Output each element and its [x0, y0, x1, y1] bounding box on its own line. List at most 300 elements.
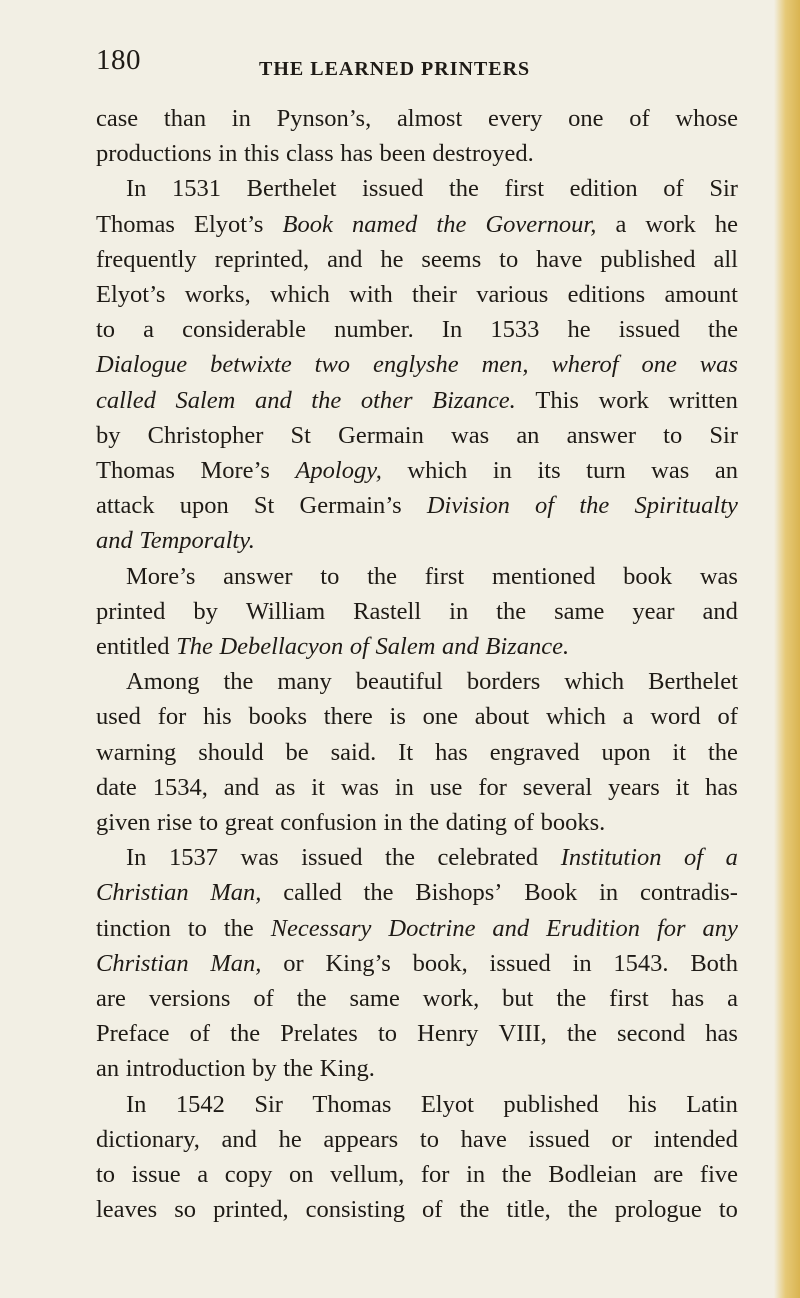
text-line: [96, 101, 738, 136]
word: book,: [412, 949, 468, 977]
word: but: [502, 985, 534, 1013]
word: are: [653, 1161, 684, 1189]
text-line: [96, 1122, 738, 1157]
word: five: [699, 1161, 738, 1189]
word: 1533: [490, 316, 540, 344]
word: several: [522, 773, 593, 801]
text-line: [96, 805, 738, 840]
word: the: [367, 562, 398, 590]
word: 1531: [172, 175, 222, 203]
word: the: [311, 386, 342, 414]
word: was: [651, 457, 690, 485]
word: Elyot: [420, 1090, 474, 1118]
word: which: [407, 457, 468, 485]
text-line: [96, 981, 738, 1016]
word: Man,: [210, 879, 262, 907]
word: dictionary,: [96, 1125, 200, 1153]
word: seems: [421, 245, 482, 273]
word: are: [96, 985, 126, 1013]
word: turn: [586, 457, 626, 485]
word: the: [556, 985, 587, 1013]
word: King’s: [325, 949, 391, 977]
word: 1534,: [152, 773, 208, 801]
text-line: [96, 699, 738, 734]
word: issued: [301, 844, 363, 872]
word: destroyed.: [432, 140, 534, 168]
word: by: [193, 597, 218, 625]
word: betwixte: [210, 351, 292, 379]
word: frequently: [96, 245, 197, 273]
word: in: [599, 879, 619, 907]
word: almost: [396, 105, 463, 132]
word: the: [385, 844, 415, 872]
word: Christopher: [147, 421, 264, 449]
word: Prelates: [280, 1020, 358, 1048]
word: and: [254, 386, 292, 414]
word: Bishops’: [415, 879, 503, 907]
word: englyshe: [372, 351, 459, 379]
word: Sir: [709, 175, 738, 203]
word: attack: [96, 492, 155, 520]
running-title: THE LEARNED PRINTERS: [259, 58, 531, 80]
word: reprinted,: [214, 245, 310, 273]
word: the: [223, 914, 254, 942]
word: a: [143, 316, 155, 344]
word: this: [243, 140, 280, 168]
word: More’s: [200, 457, 270, 485]
word: called: [96, 386, 156, 414]
word: a: [622, 703, 634, 731]
word: printed,: [213, 1196, 289, 1224]
word: the: [459, 1196, 490, 1224]
word: written: [668, 386, 738, 414]
word: Temporalty.: [139, 527, 255, 555]
word: published: [503, 1090, 599, 1118]
word: class: [285, 140, 334, 168]
word: the: [230, 1020, 261, 1048]
word: years: [608, 773, 660, 801]
word: in: [466, 1161, 486, 1189]
word: in: [218, 140, 238, 168]
word: Sir: [709, 421, 738, 449]
word: the: [567, 1196, 598, 1224]
word: Germain: [338, 421, 424, 449]
word: and: [223, 773, 260, 801]
text-line: [96, 840, 738, 875]
word: introduction: [125, 1055, 246, 1083]
word: title,: [506, 1196, 551, 1224]
word: edition: [569, 175, 638, 203]
word: Christian: [96, 949, 189, 977]
word: published: [600, 245, 696, 273]
text-line: [96, 735, 738, 770]
word: Henry: [417, 1020, 479, 1048]
word: Bizance.: [485, 633, 570, 661]
text-line: [96, 946, 738, 981]
word: has: [340, 140, 373, 168]
word: about: [474, 703, 530, 731]
word: their: [412, 281, 457, 309]
word: which: [546, 703, 606, 731]
word: Book: [282, 210, 333, 238]
word: to: [320, 562, 340, 590]
word: an: [714, 457, 738, 485]
word: Erudition: [546, 914, 641, 942]
word: men,: [481, 351, 529, 379]
word: answer: [566, 421, 636, 449]
text-line: [96, 875, 738, 910]
word: various: [476, 281, 549, 309]
word: the: [566, 1020, 597, 1048]
word: and: [442, 633, 479, 661]
word: works,: [184, 281, 251, 309]
word: its: [537, 457, 561, 485]
word: in: [449, 597, 469, 625]
word: Latin: [686, 1090, 738, 1118]
word: the: [496, 597, 527, 625]
word: which: [270, 281, 330, 309]
word: 1543.: [613, 949, 669, 977]
word: book: [623, 562, 673, 590]
word: Spiritualty: [634, 492, 738, 520]
word: In: [441, 316, 463, 344]
text-line: [96, 770, 738, 805]
body-text: [96, 101, 738, 1228]
word: King.: [319, 1055, 375, 1083]
word: other: [360, 386, 413, 414]
text-line: [96, 171, 738, 206]
text-line: [96, 312, 738, 347]
word: he: [714, 210, 738, 238]
word: whose: [675, 105, 738, 132]
word: first: [609, 985, 649, 1013]
word: second: [617, 1020, 686, 1048]
word: Salem: [175, 386, 236, 414]
word: of: [513, 809, 535, 837]
word: rise: [157, 809, 193, 837]
word: for: [478, 773, 507, 801]
word: by: [252, 1055, 277, 1083]
word: Bodleian: [548, 1161, 637, 1189]
text-line: [96, 559, 738, 594]
word: issued: [618, 316, 680, 344]
word: so: [174, 1196, 197, 1224]
word: prologue: [614, 1196, 702, 1224]
word: It: [398, 738, 414, 766]
word: he: [567, 316, 591, 344]
word: the: [501, 1161, 532, 1189]
word: in: [231, 105, 251, 132]
word: Preface: [96, 1020, 170, 1048]
word: work,: [422, 985, 480, 1013]
word: to: [419, 1125, 439, 1153]
word: a: [615, 210, 627, 238]
word: word: [650, 703, 701, 731]
word: any: [702, 914, 738, 942]
word: Division: [426, 492, 510, 520]
word: for: [420, 1161, 450, 1189]
word: should: [198, 738, 264, 766]
word: of: [349, 633, 369, 661]
text-line: [96, 136, 738, 171]
text-line: [96, 383, 738, 418]
word: 1542: [175, 1090, 225, 1118]
word: the: [283, 1055, 314, 1083]
word: the: [436, 210, 467, 238]
word: it: [311, 773, 325, 801]
word: to: [187, 914, 207, 942]
word: it: [675, 773, 690, 801]
word: vellum,: [330, 1161, 405, 1189]
word: and: [492, 914, 530, 942]
word: upon: [179, 492, 229, 520]
word: wherof: [551, 351, 619, 379]
word: Rastell: [353, 597, 422, 625]
word: and: [221, 1125, 257, 1153]
word: Sir: [254, 1090, 283, 1118]
word: Necessary: [270, 914, 372, 942]
word: issued: [362, 175, 424, 203]
word: and: [327, 245, 363, 273]
text-line: [96, 911, 738, 946]
word: with: [349, 281, 393, 309]
word: of: [684, 844, 704, 872]
word: in: [492, 457, 512, 485]
text-line: [96, 664, 738, 699]
word: In: [126, 1090, 147, 1118]
word: the: [708, 738, 738, 766]
word: confusion: [280, 809, 377, 837]
word: intended: [653, 1125, 738, 1153]
text-line: [96, 1192, 738, 1227]
word: he: [278, 1125, 302, 1153]
word: More’s: [126, 562, 196, 590]
word: of: [663, 175, 684, 203]
word: Berthelet: [648, 668, 738, 696]
text-line: [96, 277, 738, 312]
word: to: [663, 421, 683, 449]
word: than: [163, 105, 207, 132]
word: in: [383, 809, 403, 837]
word: first: [504, 175, 544, 203]
word: the: [448, 175, 479, 203]
word: This: [535, 386, 579, 414]
word: it: [672, 738, 687, 766]
word: was: [699, 562, 738, 590]
word: was: [451, 421, 490, 449]
word: is: [389, 703, 406, 731]
word: was: [699, 351, 738, 379]
word: be: [285, 738, 309, 766]
word: a: [197, 1161, 209, 1189]
word: great: [224, 809, 274, 837]
word: use: [429, 773, 463, 801]
page-edge-shadow: [774, 0, 800, 1298]
word: issued: [489, 949, 551, 977]
word: celebrated: [437, 844, 539, 872]
word: tinction: [96, 914, 171, 942]
word: books.: [540, 809, 606, 837]
word: the: [708, 316, 738, 344]
word: editions: [567, 281, 646, 309]
text-line: [96, 1087, 738, 1122]
word: have: [536, 245, 583, 273]
text-line: [96, 1051, 738, 1086]
word: in: [394, 773, 414, 801]
word: appears: [323, 1125, 399, 1153]
word: was: [340, 773, 379, 801]
word: of: [253, 985, 274, 1013]
word: Both: [690, 949, 738, 977]
word: two: [314, 351, 351, 379]
word: Among: [126, 668, 200, 696]
word: a: [727, 985, 738, 1013]
word: Germain’s: [299, 492, 402, 520]
word: or: [283, 949, 304, 977]
word: In: [126, 175, 147, 203]
word: Man,: [210, 949, 262, 977]
word: amount: [664, 281, 738, 309]
word: Pynson’s,: [276, 105, 372, 132]
word: has: [671, 985, 705, 1013]
word: was: [240, 844, 279, 872]
word: warning: [96, 738, 177, 766]
word: Thomas: [96, 457, 175, 485]
word: which: [564, 668, 625, 696]
word: said.: [330, 738, 377, 766]
word: or: [611, 1125, 632, 1153]
word: one: [568, 105, 604, 132]
word: he: [380, 245, 404, 273]
word: borders: [466, 668, 541, 696]
word: Thomas: [96, 210, 175, 238]
word: Doctrine: [388, 914, 476, 942]
word: Dialogue: [96, 351, 188, 379]
word: by: [96, 421, 121, 449]
word: to: [499, 245, 519, 273]
word: number.: [334, 316, 414, 344]
word: Book: [524, 879, 578, 907]
word: has: [705, 773, 738, 801]
word: considerable: [182, 316, 306, 344]
word: as: [274, 773, 296, 801]
word: Apology,: [295, 457, 382, 485]
word: the: [223, 668, 254, 696]
word: Governour,: [485, 210, 597, 238]
word: the: [579, 492, 610, 520]
word: has: [435, 738, 468, 766]
text-line: [96, 207, 738, 242]
word: books: [248, 703, 307, 731]
word: many: [277, 668, 332, 696]
word: to: [96, 316, 116, 344]
word: work: [645, 210, 696, 238]
word: printed: [96, 597, 166, 625]
word: beautiful: [355, 668, 443, 696]
text-line: [96, 347, 738, 382]
word: there: [323, 703, 373, 731]
word: of: [717, 703, 738, 731]
word: in: [572, 949, 592, 977]
word: an: [516, 421, 540, 449]
word: all: [713, 245, 738, 273]
word: engraved: [489, 738, 580, 766]
word: an: [96, 1055, 120, 1083]
word: answer: [223, 562, 293, 590]
word: same: [349, 985, 400, 1013]
word: Institution: [560, 844, 662, 872]
word: year: [632, 597, 675, 625]
word: for: [157, 703, 187, 731]
word: same: [554, 597, 605, 625]
word: work: [598, 386, 649, 414]
word: first: [424, 562, 465, 590]
word: William: [245, 597, 326, 625]
word: Thomas: [312, 1090, 392, 1118]
word: productions: [96, 140, 212, 168]
word: contradis-: [639, 879, 738, 907]
word: 1537: [168, 844, 218, 872]
word: In: [126, 844, 147, 872]
word: his: [628, 1090, 657, 1118]
word: VIII,: [498, 1020, 547, 1048]
word: and: [96, 527, 133, 555]
word: Elyot’s: [194, 210, 264, 238]
text-line: [96, 488, 738, 523]
word: to: [199, 809, 219, 837]
word: mentioned: [491, 562, 596, 590]
text-line: [96, 1157, 738, 1192]
word: to: [96, 1161, 116, 1189]
word: a: [725, 844, 738, 872]
word: issue: [131, 1161, 181, 1189]
word: date: [96, 773, 137, 801]
word: one: [641, 351, 677, 379]
text-line: [96, 453, 738, 488]
word: of: [189, 1020, 211, 1048]
word: have: [460, 1125, 507, 1153]
word: Elyot’s: [96, 281, 166, 309]
word: his: [203, 703, 232, 731]
word: of: [535, 492, 555, 520]
word: the: [296, 985, 327, 1013]
word: and: [702, 597, 738, 625]
word: one: [422, 703, 459, 731]
text-line: [96, 418, 738, 453]
word: versions: [148, 985, 231, 1013]
word: issued: [528, 1125, 590, 1153]
word: leaves: [96, 1196, 158, 1224]
word: case: [96, 105, 139, 132]
word: called: [283, 879, 342, 907]
word: St: [253, 492, 275, 520]
page-header: [96, 44, 736, 84]
word: upon: [601, 738, 651, 766]
word: used: [96, 703, 141, 731]
word: the: [363, 879, 394, 907]
word: consisting: [305, 1196, 406, 1224]
word: of: [422, 1196, 443, 1224]
word: The: [176, 633, 213, 661]
word: of: [629, 105, 650, 132]
word: Debellacyon: [219, 633, 344, 661]
word: Salem: [375, 633, 436, 661]
word: to: [718, 1196, 738, 1224]
word: been: [379, 140, 426, 168]
page-number: 180: [96, 44, 141, 76]
word: Christian: [96, 879, 189, 907]
word: for: [657, 914, 686, 942]
